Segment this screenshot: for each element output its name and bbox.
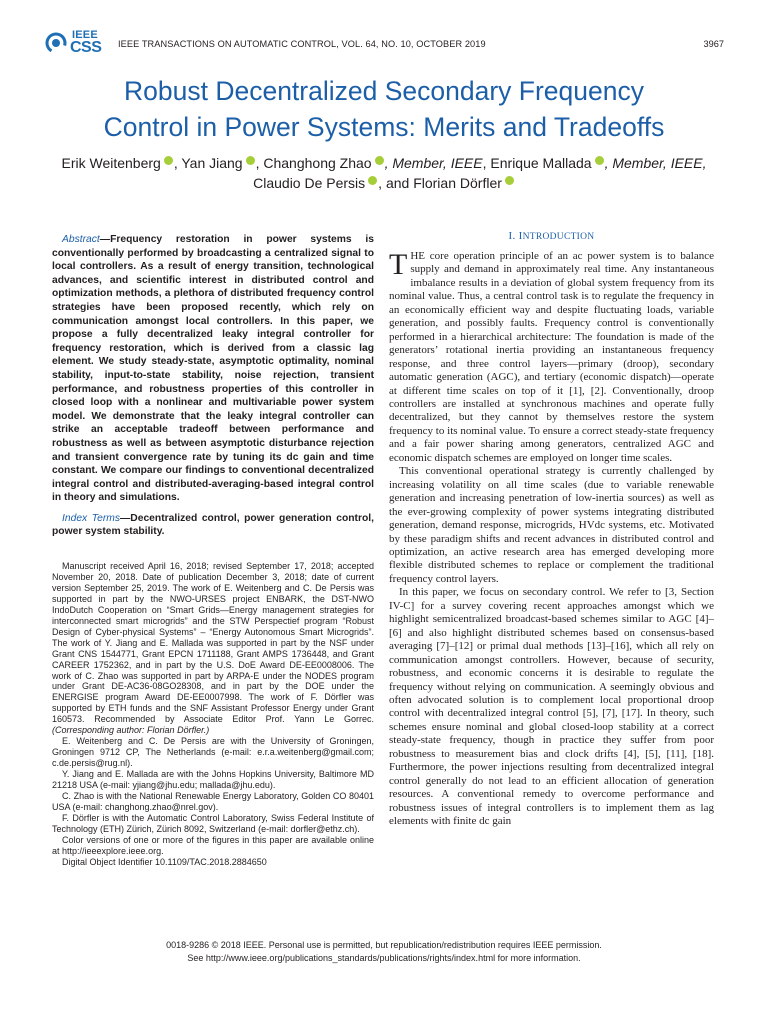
author-membership: , Member, IEEE,: [604, 155, 707, 171]
ieee-css-logo: [44, 29, 108, 57]
title-line-2: Control in Power Systems: Merits and Tradeoffs: [103, 112, 665, 142]
abstract-label: Abstract: [62, 234, 100, 245]
copyright-notice: [40, 939, 728, 964]
left-column: [52, 233, 374, 539]
running-head: IEEE TRANSACTIONS ON AUTOMATIC CONTROL, VOL. 64, NO. 10, OCTOBER 2019: [118, 39, 486, 49]
affiliation-note: E. Weitenberg and C. De Persis are with the University of Groningen, Groningen 9712 CP, The Netherlands (e-mail: e.r.a.weitenberg@gmail.com; c.de.persis@rug.nl).: [52, 736, 374, 769]
author-name: , and Florian Dörfler: [378, 175, 502, 191]
author-membership: , Member, IEEE: [384, 155, 483, 171]
paper-title: [40, 73, 728, 145]
abstract-text: —Frequency restoration in power systems is conventionally performed by broadcasting a centralized signal to local controllers. As a result of energy transition, technological advances, and scientific interest in distributed control and optimization methods, a plethora of distributed frequency control strategies have been proposed recently, which rely on communication amongst local controllers. In this paper, we propose a fully decentralized leaky integral controller for frequency restoration, which is derived from a classic lag element. We study steady-state, asymptotic optimality, nominal stability, input-to-state stability, noise rejection, transient performance, and robustness properties of this controller in closed loop with a nonlinear and multivariable power system model. We demonstrate that the leaky integral controller can strike an acceptable tradeoff between performance and robustness as well as between asymptotic disturbance rejection and transient convergence rate by tuning its dc gain and time constant. We compare our findings to conventional decentralized integral control and distributed-averaging-based integral control in theory and simulations.: [52, 234, 374, 504]
intro-paragraph-text: HE core operation principle of an ac power system is to balance supply and demand in approximately real time. Any instantaneous imbalance results in a deviation of global system frequency from its nominal value. Thus, a central control task is to regulate the frequency in an economically efficient way and despite fluctuating loads, variable generation, and possibly faults. Frequency control is conventionally performed in a hierarchical architecture: The foundation is made of the generators’ rotational inertia providing an instantaneous frequency response, and three control layers—primary (droop), secondary automatic generation (AGC), and tertiary (economic dispatch)—operate at different time scales on top of it [1], [2]. Conventionally, droop controllers are installed at synchronous machines and operate fully decentralized, but they cannot by themselves restore the system frequency to its nominal value. To ensure a correct steady-state frequency and a fair power sharing among generators, centralized AGC and economic dispatch schemes are employed on longer time scales.: [389, 250, 714, 464]
title-line-1: Robust Decentralized Secondary Frequency: [124, 76, 644, 106]
author-list: [40, 153, 728, 193]
author-name: , Enrique Mallada: [482, 155, 592, 171]
ieee-css-logo-icon: [44, 31, 68, 55]
right-column: [389, 229, 714, 828]
intro-paragraph: In this paper, we focus on secondary control. We refer to [3, Section IV-C] for a survey covering recent approaches amongst which we highlight semicentralized broadcast-based schemes similar to AGC [4]–[6] and also highlight distributed schemes based on consensus-based averaging [7]–[12] or primal dual methods [13]–[16], which all rely on communication amongst controllers. However, because of security, robustness, and economic concerns it is desirable to regulate the frequency without relying on communication. A seemingly obvious and often advocated solution is to complement local proportional droop control with decentralized integral control [5], [7], [17]. In theory, such schemes ensure nominal and global closed-loop stability at a correct steady-state frequency, though in practice they suffer from poor robustness to measurement bias and clock drifts [4], [5], [11], [18]. Furthermore, the power injections resulting from decentralized integral control generally do not lead to an efficient allocation of generation resources. A conventional remedy to overcome performance and robustness issues of integral controllers is to implement them as lag elements with finite dc gain: [389, 586, 714, 828]
logo-ieee-text: IEEE: [72, 29, 98, 41]
index-terms: [52, 512, 374, 539]
section-number: I. I: [508, 230, 523, 242]
orcid-icon[interactable]: [368, 176, 377, 185]
orcid-icon[interactable]: [505, 176, 514, 185]
rights-link-line[interactable]: See http://www.ieee.org/publications_standards/publications/rights/index.html for more information.: [187, 952, 581, 963]
copyright-line: 0018-9286 © 2018 IEEE. Personal use is permitted, but republication/redistribution requires IEEE permission.: [166, 940, 602, 950]
drop-cap: T: [389, 248, 408, 281]
author-name: , Yan Jiang: [173, 155, 243, 171]
author-name: , Changhong Zhao: [255, 155, 372, 171]
affiliation-note: F. Dörfler is with the Automatic Control Laboratory, Swiss Federal Institute of Technology (ETH) Zürich, Zürich 8092, Switzerland (e-mail: dorfler@ethz.ch).: [52, 812, 374, 834]
index-terms-text: —Decentralized control, power generation control, power system stability.: [52, 512, 374, 538]
section-title: NTRODUCTION: [522, 232, 595, 242]
affiliation-note: C. Zhao is with the National Renewable Energy Laboratory, Golden CO 80401 USA (e-mail: changhong.zhao@nrel.gov).: [52, 791, 374, 812]
section-heading-introduction: [389, 229, 714, 244]
author-name: Claudio De Persis: [253, 175, 366, 191]
orcid-icon[interactable]: [375, 156, 384, 165]
index-terms-label: Index Terms: [62, 512, 120, 524]
corresponding-author: (Corresponding author: Florian Dörfler.): [52, 725, 210, 736]
intro-paragraph: This conventional operational strategy is currently challenged by increasing volatility on all time scales (due to variable renewable generation and increasing penetration of low-inertia sources) as well as the ever-growing complexity of power systems integrating distributed generation, demand response, microgrids, HVdc systems, etc. Motivated by these paradigm shifts and recent advances in distributed control and optimization, an active research area has emerged developing more flexible distributed schemes to replace or complement the traditional frequency control layers.: [389, 465, 714, 585]
abstract: [52, 233, 374, 505]
orcid-icon[interactable]: [595, 156, 604, 165]
page-number: 3967: [703, 39, 724, 49]
color-versions-note: Color versions of one or more of the figures in this paper are available online at http://ieeexplore.ieee.org.: [52, 834, 374, 856]
affiliation-note: Y. Jiang and E. Mallada are with the Johns Hopkins University, Baltimore MD 21218 USA (e-mail: yjiang@jhu.edu; mallada@jhu.edu).: [52, 769, 374, 791]
logo-css-text: CSS: [70, 39, 102, 56]
author-name: Erik Weitenberg: [61, 155, 161, 171]
first-page-footnotes: [52, 561, 374, 868]
doi-note: Digital Object Identifier 10.1109/TAC.2018.2884650: [62, 856, 267, 867]
manuscript-note: [52, 561, 374, 736]
manuscript-note-text: Manuscript received April 16, 2018; revised September 17, 2018; accepted November 20, 2018. Date of publication December 3, 2018; date of current version September 25, 2019. The work of E. Weitenberg and C. De Persis was supported in part by the NWO-URSES project ENBARK, the DST-NWO IndoDutch Cooperation on “Smart Grids—Energy management strategies for interconnected smart microgrids” and the STW Perspectief program “Robust Design of Cyber-physical Systems” – “Energy Autonomous Smart Microgrids”. The work of Y. Jiang and E. Mallada was supported in part by the NSF under Grant CNS 1544771, Grant EPCN 1711188, Grant AMPS 1736448, and Grant CAREER 1752362, and in part by the U.S. DoE Award DE-EE0008006. The work of C. Zhao was supported in part by ARPA-E under the NODES program under Grant DE-AC36-08GO28308, and in part by the DOE under the ENERGISE program Award DE-EE0007998. The work of F. Dörfler was supported by ETH funds and the SNF Assistant Professor Energy under Grant 160573. Recommended by Associate Editor Prof. Yann Le Gorrec.: [52, 561, 374, 725]
orcid-icon[interactable]: [246, 156, 255, 165]
intro-paragraph: [389, 250, 714, 465]
orcid-icon[interactable]: [164, 156, 173, 165]
